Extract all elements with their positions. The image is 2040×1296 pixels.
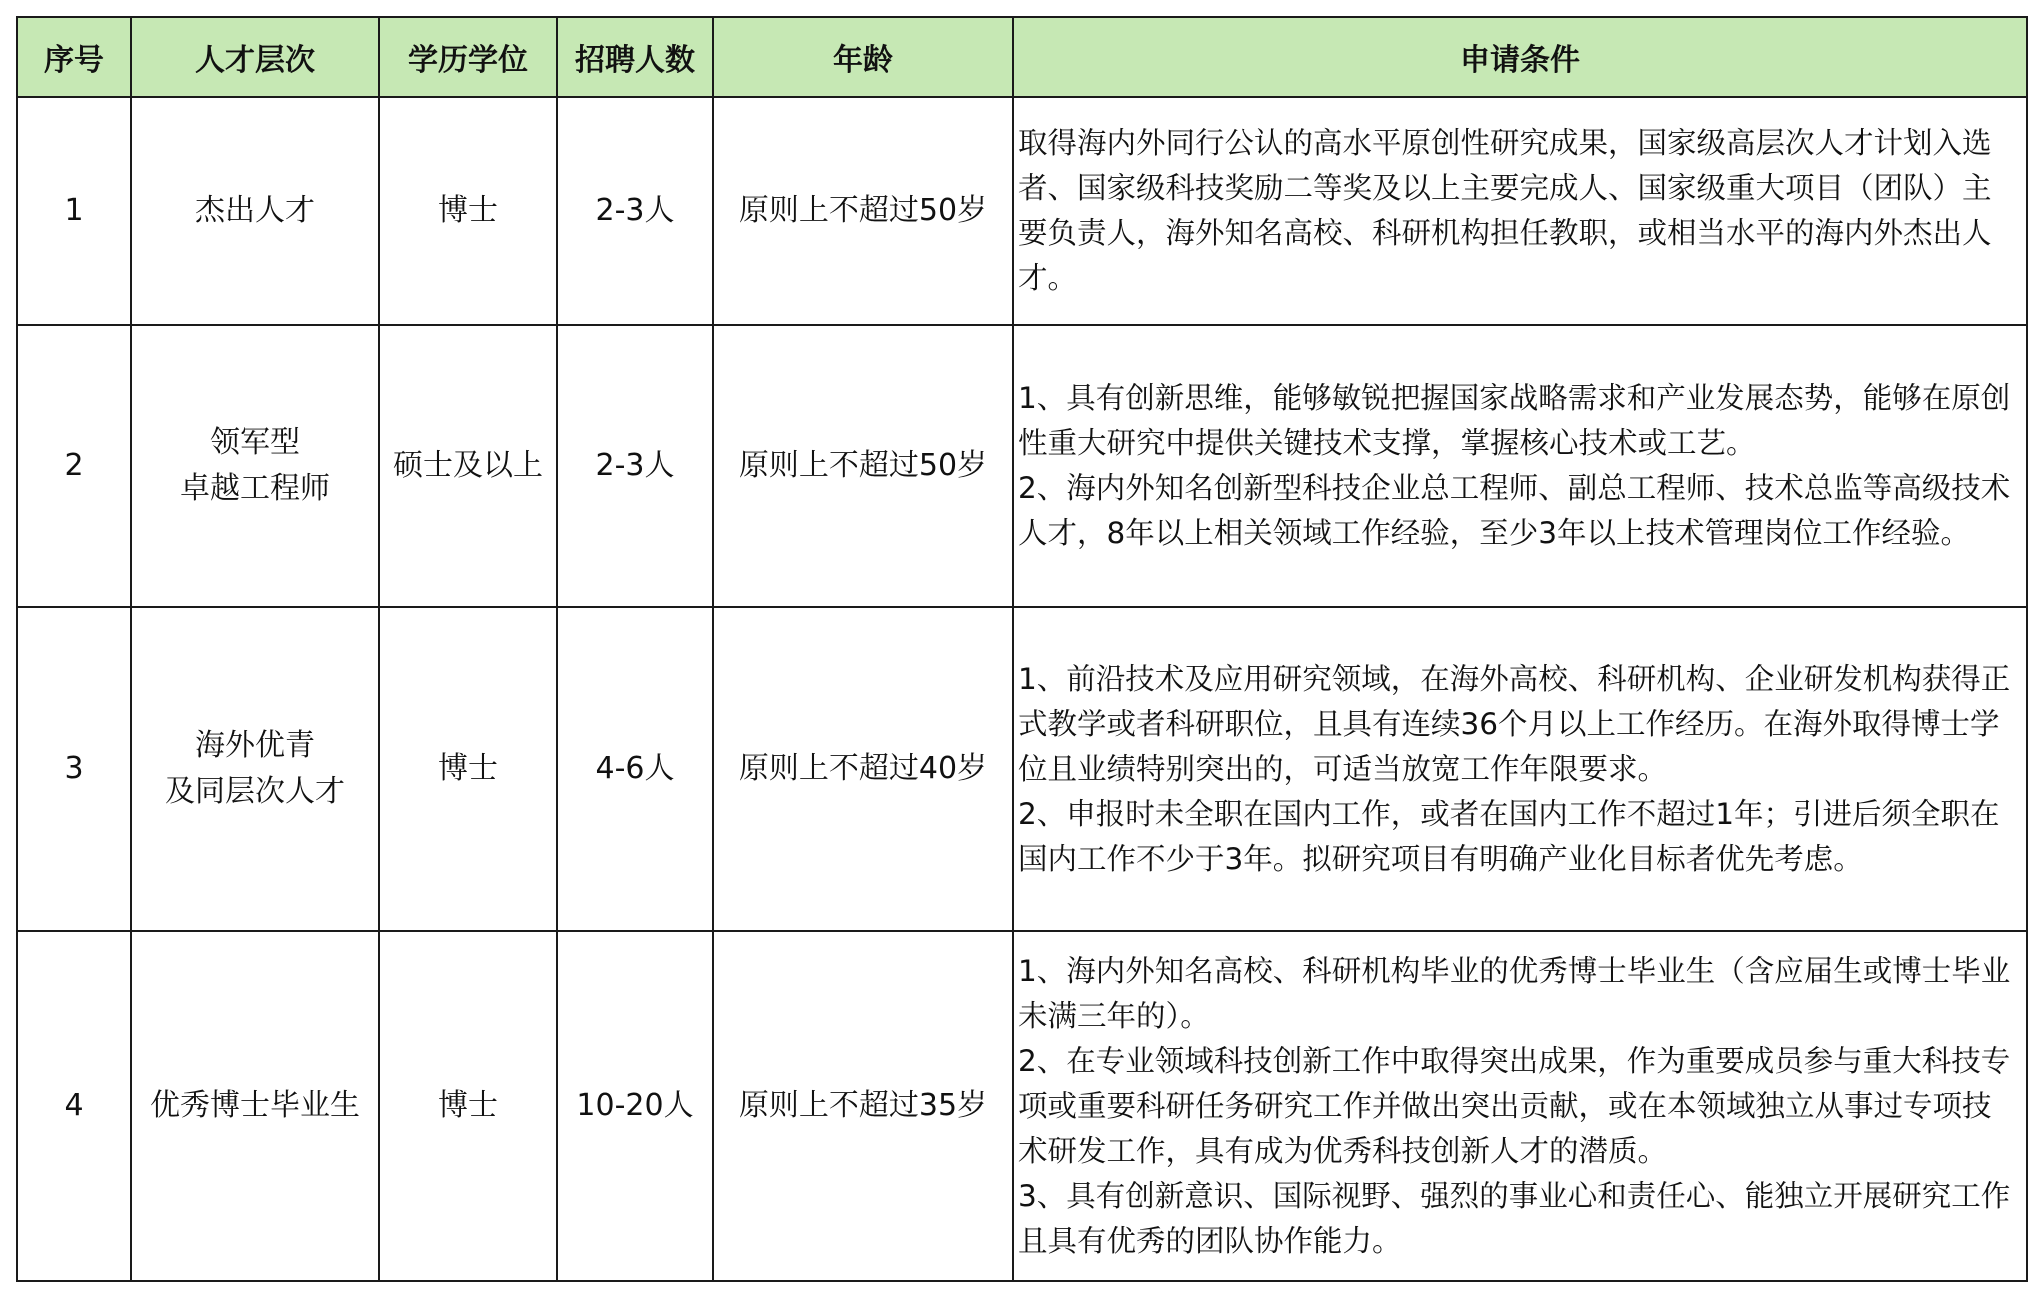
cell-conditions [1013, 607, 2027, 931]
header-headcount: 招聘人数 [557, 17, 713, 97]
talent-level-line: 杰出人才 [195, 193, 315, 228]
cell-talent-level [131, 325, 379, 607]
condition-item: 1、具有创新思维，能够敏锐把握国家战略需求和产业发展态势，能够在原创性重大研究中提供关键技术支撑，掌握核心技术或工艺。 [1018, 381, 2011, 460]
cell-age: 原则上不超过35岁 [713, 931, 1013, 1281]
talent-level-line: 领军型 [210, 425, 300, 460]
cell-serial-no: 3 [17, 607, 131, 931]
cell-headcount: 4-6人 [557, 607, 713, 931]
cell-age: 原则上不超过50岁 [713, 97, 1013, 325]
condition-item: 1、前沿技术及应用研究领域，在海外高校、科研机构、企业研发机构获得正式教学或者科研职位，且具有连续36个月以上工作经历。在海外取得博士学位且业绩特别突出的，可适当放宽工作年限要求。 [1018, 661, 2011, 786]
header-row [17, 17, 2027, 97]
cell-conditions [1013, 97, 2027, 325]
header-serial-no: 序号 [17, 17, 131, 97]
recruitment-table-container [16, 16, 2026, 1282]
talent-level-line: 及同层次人才 [165, 774, 345, 809]
cell-serial-no: 2 [17, 325, 131, 607]
condition-item: 2、海内外知名创新型科技企业总工程师、副总工程师、技术总监等高级技术人才，8年以上相关领域工作经验，至少3年以上技术管理岗位工作经验。 [1018, 471, 2011, 550]
header-degree: 学历学位 [379, 17, 557, 97]
header-talent-level: 人才层次 [131, 17, 379, 97]
cell-degree: 硕士及以上 [379, 325, 557, 607]
cell-talent-level [131, 97, 379, 325]
cell-headcount: 2-3人 [557, 97, 713, 325]
header-age: 年龄 [713, 17, 1013, 97]
cell-degree: 博士 [379, 607, 557, 931]
table-row [17, 607, 2027, 931]
cell-headcount: 2-3人 [557, 325, 713, 607]
talent-level-line: 卓越工程师 [180, 471, 330, 506]
cell-serial-no: 4 [17, 931, 131, 1281]
cell-conditions [1013, 931, 2027, 1281]
header-conditions: 申请条件 [1013, 17, 2027, 97]
condition-item: 2、在专业领域科技创新工作中取得突出成果，作为重要成员参与重大科技专项或重要科研任务研究工作并做出突出贡献，或在本领域独立从事过专项技术研发工作，具有成为优秀科技创新人才的潜质。 [1018, 1043, 2011, 1168]
cell-talent-level [131, 607, 379, 931]
condition-item: 3、具有创新意识、国际视野、强烈的事业心和责任心、能独立开展研究工作且具有优秀的团队协作能力。 [1018, 1178, 2011, 1258]
condition-item: 取得海内外同行公认的高水平原创性研究成果，国家级高层次人才计划入选者、国家级科技奖励二等奖及以上主要完成人、国家级重大项目（团队）主要负责人，海外知名高校、科研机构担任教职，或相当水平的海内外杰出人才。 [1018, 126, 1992, 295]
table-row [17, 931, 2027, 1281]
condition-item: 2、申报时未全职在国内工作，或者在国内工作不超过1年；引进后须全职在国内工作不少于3年。拟研究项目有明确产业化目标者优先考虑。 [1018, 796, 2000, 876]
talent-level-line: 海外优青 [195, 728, 315, 763]
table-row [17, 97, 2027, 325]
cell-serial-no: 1 [17, 97, 131, 325]
cell-degree: 博士 [379, 931, 557, 1281]
cell-headcount: 10-20人 [557, 931, 713, 1281]
recruitment-table [16, 16, 2028, 1282]
cell-talent-level [131, 931, 379, 1281]
cell-age: 原则上不超过50岁 [713, 325, 1013, 607]
table-row [17, 325, 2027, 607]
cell-degree: 博士 [379, 97, 557, 325]
condition-item: 1、海内外知名高校、科研机构毕业的优秀博士毕业生（含应届生或博士毕业未满三年的）。 [1018, 953, 2011, 1033]
cell-conditions [1013, 325, 2027, 607]
cell-age: 原则上不超过40岁 [713, 607, 1013, 931]
talent-level-line: 优秀博士毕业生 [150, 1088, 360, 1123]
